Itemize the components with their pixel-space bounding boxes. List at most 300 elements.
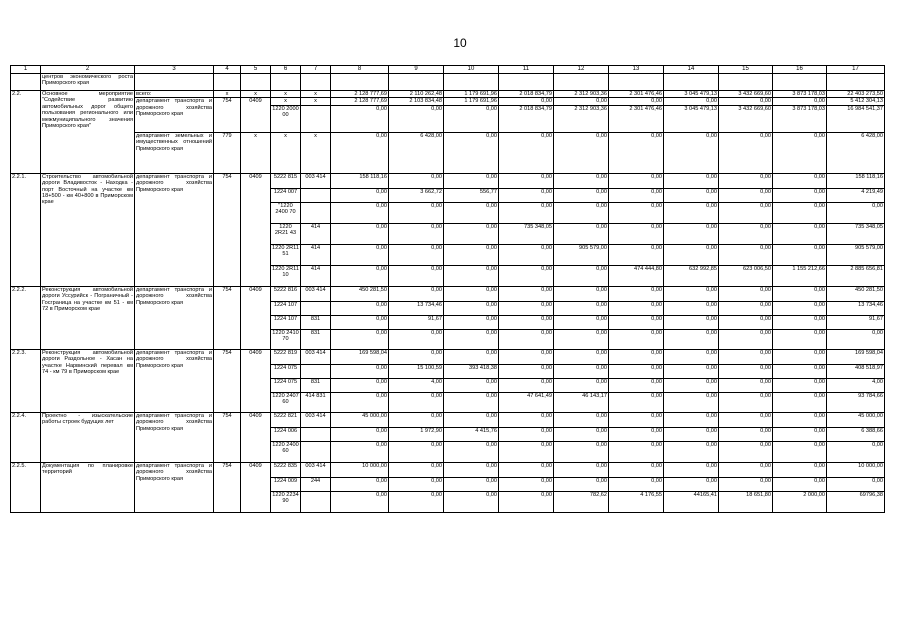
name-cell: Документация по планировке территорий [41,462,135,512]
value-cell: 3 432 669,60 [719,91,773,98]
value-cell: 0,00 [554,223,609,244]
value-cell: 0,00 [554,173,609,188]
value-cell: 44165,41 [664,491,719,512]
value-cell: 0,00 [719,98,773,105]
table-row [11,173,885,188]
page-number: 10 [453,36,467,50]
value-cell: 0,00 [554,132,609,173]
value-cell: 0,00 [554,98,609,105]
value-cell: 0,00 [499,286,554,301]
value-cell: 0,00 [664,132,719,173]
column-number: 11 [499,66,554,74]
value-cell: 0,00 [444,286,499,301]
value-cell: 0,00 [389,462,444,477]
value-cell: 0,00 [609,462,664,477]
value-cell: 0,00 [444,202,499,223]
code-cell [11,74,41,91]
value-cell: 623 006,50 [719,265,773,286]
value-cell: 0,00 [664,98,719,105]
csr-cell: 5222 816 [271,286,301,301]
empty-cell [135,74,214,91]
value-cell: 0,00 [664,427,719,441]
value-cell: 0,00 [389,392,444,412]
value-cell: 0,00 [389,349,444,364]
grbs-cell: 754 [214,349,241,412]
value-cell: 2 018 834,79 [499,91,554,98]
value-cell: 0,00 [444,462,499,477]
value-cell: 0,00 [554,462,609,477]
value-cell: 0,00 [773,378,827,392]
csr-cell: 1220 2000 00 [271,105,301,132]
csr-cell: 5222 815 [271,173,301,188]
empty-cell [331,74,389,91]
value-cell: 0,00 [664,378,719,392]
vr-cell [301,427,331,441]
value-cell: 0,00 [609,315,664,329]
value-cell: 4,00 [389,378,444,392]
value-cell: 0,00 [331,477,389,491]
value-cell: 0,00 [664,462,719,477]
value-cell: 0,00 [664,188,719,202]
value-cell: 0,00 [331,202,389,223]
value-cell: 0,00 [609,202,664,223]
grbs-cell: 754 [214,286,241,349]
value-cell: 0,00 [389,265,444,286]
value-cell: 0,00 [554,315,609,329]
vr-cell [301,188,331,202]
value-cell: 0,00 [331,244,389,265]
value-cell: 0,00 [609,223,664,244]
value-cell: 47 641,49 [499,392,554,412]
value-cell: 0,00 [499,477,554,491]
name-cell: Основное мероприятие "Содействие развитию автомобильных дорог общего пользования регионального или межмуниципального значения Приморского края" [41,91,135,174]
value-cell: 0,00 [444,173,499,188]
value-cell: 0,00 [499,349,554,364]
column-number: 6 [271,66,301,74]
csr-cell: x [271,91,301,98]
csr-cell: 1220 2234 90 [271,491,301,512]
value-cell: 0,00 [389,202,444,223]
value-cell: 93 784,66 [827,392,885,412]
value-cell: 0,00 [664,412,719,427]
vr-cell: x [301,91,331,98]
value-cell: 0,00 [554,329,609,349]
vr-cell: 831 [301,378,331,392]
value-cell: 0,00 [554,349,609,364]
value-cell: 0,00 [499,173,554,188]
name-cell: Реконструкция автомобильной дороги Уссурийск - Пограничный - Госграница на участке км 51 - км 72 в Приморском крае [41,286,135,349]
value-cell: 0,00 [389,223,444,244]
column-number-row [11,66,885,74]
vr-cell: x [301,98,331,105]
value-cell: 0,00 [719,349,773,364]
value-cell: 4 219,49 [827,188,885,202]
value-cell: 450 281,50 [331,286,389,301]
value-cell: 2 312 903,36 [554,105,609,132]
value-cell: 0,00 [389,441,444,462]
value-cell: 0,00 [331,132,389,173]
rzpr-cell: 0409 [241,286,271,349]
value-cell: 0,00 [719,315,773,329]
column-number: 17 [827,66,885,74]
empty-cell [271,74,301,91]
value-cell: 0,00 [719,392,773,412]
value-cell: 0,00 [331,188,389,202]
column-number: 5 [241,66,271,74]
csr-cell: 1224 107 [271,301,301,315]
csr-cell: 1220 2R11 51 [271,244,301,265]
value-cell: 4,00 [827,378,885,392]
vr-cell [301,364,331,378]
name-cell: Строительство автомобильной дороги Владивосток - Находка - порт Восточный на участке км 18+500 - км 40+800 в Приморском крае [41,173,135,286]
vr-cell: 003 414 [301,462,331,477]
value-cell: 0,00 [609,244,664,265]
value-cell: 0,00 [664,392,719,412]
value-cell: 0,00 [444,392,499,412]
value-cell: 1 155 212,66 [773,265,827,286]
table-row [11,98,885,105]
value-cell: 0,00 [499,329,554,349]
column-number: 10 [444,66,499,74]
rzpr-cell: x [241,132,271,173]
value-cell: 0,00 [773,441,827,462]
value-cell: 735 348,05 [827,223,885,244]
value-cell: 0,00 [664,244,719,265]
value-cell: 0,00 [827,441,885,462]
vr-cell: 414 [301,265,331,286]
value-cell: 2 103 834,48 [389,98,444,105]
vr-cell: 003 414 [301,349,331,364]
table-row [11,74,885,91]
value-cell: 2 000,00 [773,491,827,512]
table-row [11,286,885,301]
value-cell: 22 403 273,50 [827,91,885,98]
value-cell: 0,00 [609,477,664,491]
value-cell: 169 598,04 [827,349,885,364]
value-cell: 45 000,00 [827,412,885,427]
value-cell: 0,00 [719,188,773,202]
value-cell: 91,67 [389,315,444,329]
value-cell: 10 000,00 [331,462,389,477]
value-cell: 408 518,97 [827,364,885,378]
value-cell: 0,00 [554,412,609,427]
value-cell: 0,00 [609,364,664,378]
empty-cell [719,74,773,91]
value-cell: 1 972,90 [389,427,444,441]
empty-cell [773,74,827,91]
rzpr-cell: 0409 [241,462,271,512]
value-cell: 0,00 [609,441,664,462]
value-cell: 0,00 [719,412,773,427]
value-cell: 1 179 691,96 [444,91,499,98]
value-cell: 0,00 [773,477,827,491]
value-cell: 0,00 [499,412,554,427]
empty-cell [241,74,271,91]
value-cell: 0,00 [331,223,389,244]
grbs-cell: 754 [214,98,241,132]
column-number: 2 [41,66,135,74]
table-row [11,412,885,427]
rzpr-cell: 0409 [241,173,271,286]
csr-cell: 1220 2400 60 [271,441,301,462]
value-cell: 0,00 [554,265,609,286]
value-cell: 0,00 [444,223,499,244]
value-cell: 0,00 [554,188,609,202]
vr-cell: 414 831 [301,392,331,412]
code-cell: 2.2. [11,91,41,174]
value-cell: 0,00 [609,173,664,188]
value-cell: 0,00 [444,244,499,265]
value-cell: 0,00 [499,188,554,202]
vr-cell: x [301,132,331,173]
value-cell: 0,00 [554,301,609,315]
value-cell: 16 984 541,37 [827,105,885,132]
vr-cell: 003 414 [301,173,331,188]
value-cell: 2 885 656,81 [827,265,885,286]
value-cell: 0,00 [499,462,554,477]
empty-cell [444,74,499,91]
value-cell: 0,00 [609,329,664,349]
name-cell: Проектно - изыскательские работы строек будущих лет [41,412,135,462]
column-number: 14 [664,66,719,74]
value-cell: 0,00 [773,98,827,105]
value-cell: 2 018 834,79 [499,105,554,132]
csr-cell: x [271,132,301,173]
value-cell: 0,00 [444,301,499,315]
vr-cell [301,202,331,223]
value-cell: 0,00 [499,491,554,512]
empty-cell [827,74,885,91]
value-cell: 0,00 [827,477,885,491]
empty-cell [389,74,444,91]
csr-cell: "1220 2400 70 [271,202,301,223]
value-cell: 4 176,55 [609,491,664,512]
value-cell: 0,00 [389,105,444,132]
value-cell: 0,00 [444,477,499,491]
value-cell: 0,00 [331,105,389,132]
rzpr-cell: 0409 [241,98,271,132]
executor-cell: департамент транспорта и дорожного хозяйства Приморского края [135,462,214,512]
value-cell: 0,00 [331,427,389,441]
value-cell: 0,00 [499,364,554,378]
value-cell: 0,00 [444,315,499,329]
value-cell: 0,00 [773,188,827,202]
value-cell: 2 301 476,46 [609,105,664,132]
csr-cell: 1224 075 [271,364,301,378]
value-cell: 0,00 [773,173,827,188]
column-number: 9 [389,66,444,74]
value-cell: 0,00 [499,98,554,105]
value-cell: 10 000,00 [827,462,885,477]
empty-cell [664,74,719,91]
value-cell: 0,00 [664,315,719,329]
value-cell: 18 651,80 [719,491,773,512]
value-cell: 0,00 [609,286,664,301]
value-cell: 2 128 777,69 [331,91,389,98]
csr-cell: 1224 006 [271,427,301,441]
value-cell: 0,00 [499,265,554,286]
value-cell: 0,00 [444,105,499,132]
empty-cell [499,74,554,91]
column-number: 8 [331,66,389,74]
executor-cell: департамент транспорта и дорожного хозяйства Приморского края [135,173,214,286]
value-cell: 905 579,00 [554,244,609,265]
value-cell: 0,00 [444,265,499,286]
grbs-cell: x [214,91,241,98]
value-cell: 0,00 [499,441,554,462]
vr-cell: 414 [301,223,331,244]
executor-cell: департамент земельных и имущественных отношений Приморского края [135,132,214,173]
value-cell: 0,00 [719,244,773,265]
executor-cell: департамент транспорта и дорожного хозяйства Приморского края [135,286,214,349]
value-cell: 0,00 [331,491,389,512]
value-cell: 0,00 [719,202,773,223]
value-cell: 0,00 [773,364,827,378]
column-number: 15 [719,66,773,74]
csr-cell: x [271,98,301,105]
csr-cell: 1220 2410 70 [271,329,301,349]
value-cell: 0,00 [331,315,389,329]
column-number: 16 [773,66,827,74]
value-cell: 0,00 [664,349,719,364]
value-cell: 0,00 [773,202,827,223]
csr-cell: 5222 821 [271,412,301,427]
rzpr-cell: 0409 [241,349,271,412]
value-cell: 0,00 [444,132,499,173]
executor-cell: всего: [135,91,214,98]
value-cell: 0,00 [664,202,719,223]
code-cell: 2.2.4. [11,412,41,462]
value-cell: 0,00 [719,477,773,491]
value-cell: 0,00 [331,301,389,315]
value-cell: 169 598,04 [331,349,389,364]
value-cell: 3 873 178,03 [773,91,827,98]
value-cell: 0,00 [609,301,664,315]
table-row [11,462,885,477]
value-cell: 0,00 [389,173,444,188]
value-cell: 450 281,50 [827,286,885,301]
value-cell: 0,00 [444,441,499,462]
value-cell: 46 143,17 [554,392,609,412]
value-cell: 158 118,16 [331,173,389,188]
empty-cell [301,74,331,91]
csr-cell: 1220 2407 60 [271,392,301,412]
column-number: 1 [11,66,41,74]
value-cell: 0,00 [664,364,719,378]
value-cell: 1 179 691,96 [444,98,499,105]
column-number: 7 [301,66,331,74]
table-row [11,91,885,98]
value-cell: 3 662,72 [389,188,444,202]
table-row [11,132,885,173]
value-cell: 0,00 [554,202,609,223]
value-cell: 69796,38 [827,491,885,512]
csr-cell: 5222 819 [271,349,301,364]
value-cell: 13 734,46 [389,301,444,315]
value-cell: 632 992,85 [664,265,719,286]
value-cell: 0,00 [773,427,827,441]
value-cell: 0,00 [719,462,773,477]
value-cell: 0,00 [664,301,719,315]
value-cell: 556,77 [444,188,499,202]
value-cell: 0,00 [389,477,444,491]
csr-cell: 1224 107 [271,315,301,329]
table-row [11,349,885,364]
value-cell: 0,00 [719,173,773,188]
empty-cell [609,74,664,91]
value-cell: 3 873 178,03 [773,105,827,132]
value-cell: 0,00 [664,173,719,188]
vr-cell: 003 414 [301,412,331,427]
budget-table [10,65,885,513]
value-cell: 0,00 [773,392,827,412]
value-cell: 0,00 [773,301,827,315]
value-cell: 0,00 [389,244,444,265]
rzpr-cell: x [241,91,271,98]
value-cell: 45 000,00 [331,412,389,427]
value-cell: 0,00 [773,349,827,364]
vr-cell [301,491,331,512]
value-cell: 0,00 [719,301,773,315]
name-cell: Реконструкция автомобильной дороги Раздольное - Хасан на участке Нарвинский перевал км 74 - км 79 в Приморском крае [41,349,135,412]
value-cell: 0,00 [554,286,609,301]
value-cell: 158 118,16 [827,173,885,188]
empty-cell [214,74,241,91]
vr-cell: 831 [301,329,331,349]
value-cell: 0,00 [827,329,885,349]
value-cell: 0,00 [719,378,773,392]
value-cell: 0,00 [554,364,609,378]
value-cell: 0,00 [827,202,885,223]
value-cell: 0,00 [664,286,719,301]
executor-cell: департамент транспорта и дорожного хозяйства Приморского края [135,412,214,462]
value-cell: 0,00 [331,378,389,392]
value-cell: 5 412 304,13 [827,98,885,105]
value-cell: 0,00 [609,98,664,105]
value-cell: 2 312 903,36 [554,91,609,98]
value-cell: 782,62 [554,491,609,512]
empty-cell [554,74,609,91]
value-cell: 0,00 [719,427,773,441]
value-cell: 905 579,00 [827,244,885,265]
value-cell: 4 415,76 [444,427,499,441]
value-cell: 0,00 [389,329,444,349]
value-cell: 0,00 [499,427,554,441]
value-cell: 0,00 [389,286,444,301]
value-cell: 0,00 [664,441,719,462]
code-cell: 2.2.5. [11,462,41,512]
column-number: 4 [214,66,241,74]
value-cell: 0,00 [499,315,554,329]
value-cell: 0,00 [773,412,827,427]
value-cell: 0,00 [609,349,664,364]
value-cell: 0,00 [609,378,664,392]
value-cell: 0,00 [664,223,719,244]
value-cell: 0,00 [499,378,554,392]
value-cell: 0,00 [499,132,554,173]
value-cell: 0,00 [719,132,773,173]
column-number: 13 [609,66,664,74]
vr-cell: 003 414 [301,286,331,301]
name-cell: центров экономического роста Приморского края [41,74,135,91]
value-cell: 2 128 777,69 [331,98,389,105]
csr-cell: 1224 009 [271,477,301,491]
grbs-cell: 779 [214,132,241,173]
column-number: 3 [135,66,214,74]
vr-cell [301,441,331,462]
value-cell: 0,00 [331,441,389,462]
value-cell: 0,00 [773,329,827,349]
